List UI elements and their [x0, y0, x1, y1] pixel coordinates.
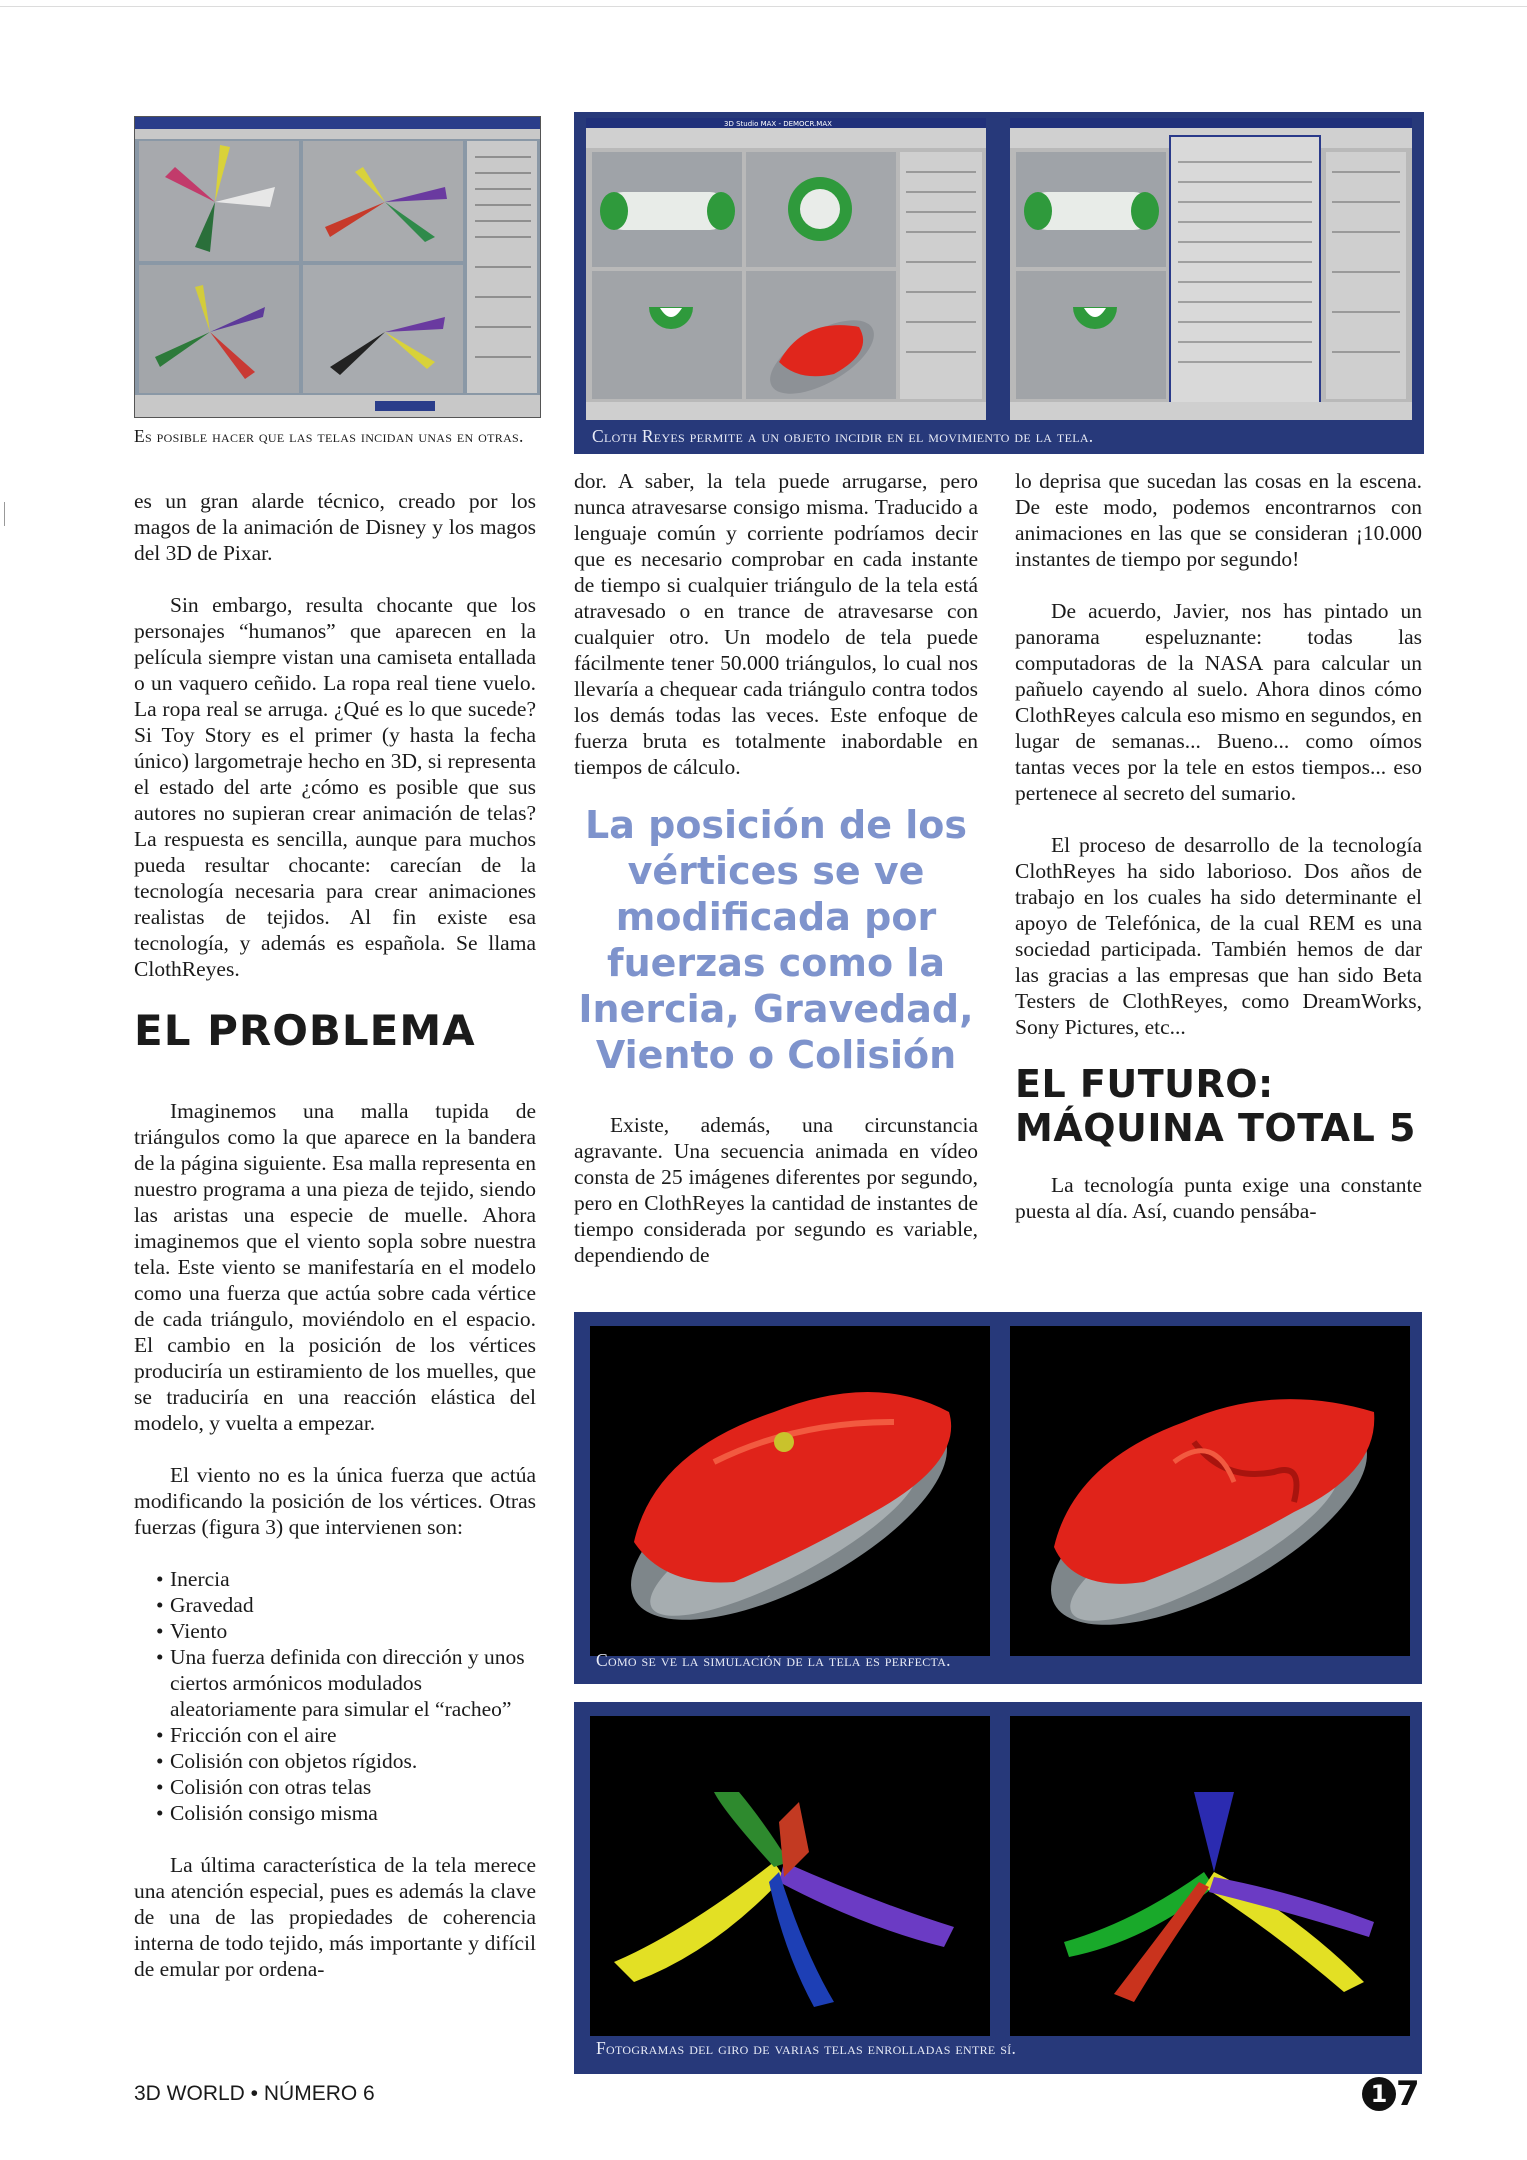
left-paragraph-4: El viento no es la única fuerza que actúa modificando la posición de los vértices. Otras fuerzas (figura 3) que intervienen son:: [134, 1463, 536, 1539]
figure-caption-2: Cloth Reyes permite a un objeto incidir en el movimiento de la tela.: [592, 426, 1094, 446]
middle-paragraph-1: dor. A saber, la tela puede arrugarse, pero nunca atravesarse consigo misma. Traducido a lenguaje común y corriente podríamos decir que es necesario comprobar en cada instante de tiempo si cualquier triángulo de la tela está atravesado o en trance de atravesarse con cualquier otro. Un modelo de tela puede fácilmente tener 50.000 triángulos, lo cual nos llevaría a chequear cada triángulo contra todos los demás todas las veces. Este enfoque de fuerza bruta es totalmente inabordable en tiempos de cálculo.: [574, 469, 978, 779]
cloth-viewports-image: [135, 117, 540, 417]
3dsmax-screens-image: [574, 112, 1424, 454]
figure-capsule-renders: [574, 1312, 1422, 1684]
list-item: • Colisión consigo misma: [134, 1800, 536, 1826]
list-item: • Colisión con objetos rígidos.: [134, 1748, 536, 1774]
left-paragraph-2: Sin embargo, resulta chocante que los personajes “humanos” que aparecen en la película siempre vistan una camiseta entallada o un vaquero ceñido. La ropa real tiene vuelo. La ropa real se arruga. ¿Qué es lo que sucede? Si Toy Story es el primer (y hasta la fecha único) largometraje hecho en 3D, si representa el estado del arte ¿cómo es posible que sus autores no supieran crear animación de telas? La respuesta es sencilla, aunque para muchos pueda resultar chocante: carecían de la tecnología necesaria para crear animaciones realistas de tejidos. Al fin existe esa tecnología, y además es española. Se llama ClothReyes.: [134, 593, 536, 981]
page-number: [1362, 2074, 1420, 2114]
list-item: • Colisión con otras telas: [134, 1774, 536, 1800]
figure-cloth-viewports: [134, 116, 541, 418]
right-paragraph-2: De acuerdo, Javier, nos has pintado un panorama espeluznante: todas las computadoras de la NASA para calcular un pañuelo cayendo al suelo. Ahora dinos cómo ClothReyes calcula eso mismo en segundos, en lugar de semanas... Bueno... como oímos tantas veces por la tele en estos tiempos... eso pertenece al secreto del sumario.: [1015, 599, 1422, 805]
left-paragraph-1: es un gran alarde técnico, creado por los magos de la animación de Disney y los magos del 3D de Pixar.: [134, 489, 536, 565]
figure-caption-3: Como se ve la simulación de la tela es perfecta.: [596, 1650, 951, 1670]
right-paragraph-1: lo deprisa que sucedan las cosas en la escena. De este modo, podemos encontrarnos con animaciones en las que se consideran ¡10.000 instantes de tiempo por segundo!: [1015, 469, 1422, 571]
capsule-renders-image: [574, 1312, 1422, 1684]
3dsmax-window-title: 3D Studio MAX - DEMOCR.MAX: [724, 120, 832, 128]
right-column: [1015, 468, 1422, 1224]
list-item: • Fricción con el aire: [134, 1722, 536, 1748]
left-paragraph-3: Imaginemos una malla tupida de triángulos como la que aparece en la bandera de la página siguiente. Esa malla representa en nuestro programa a una pieza de tejido, siendo las aristas una especie de muelle. Ahora imaginemos que el viento sopla sobre nuestra tela. Este viento se manifestaría en el modelo como una fuerza que actúa sobre cada vértice de cada triángulo, moviéndolo en el espacio. El cambio en la posición de los vértices produciría un estiramiento de los muelles, que se traduciría en una reacción elástica del modelo, y vuelta a empezar.: [134, 1099, 536, 1435]
pull-quote: La posición de los vértices se ve modificada por fuerzas como la Inercia, Gravedad, Viento o Colisión: [578, 803, 974, 1077]
forces-list: [134, 1566, 536, 1826]
right-paragraph-3: El proceso de desarrollo de la tecnología ClothReyes ha sido laborioso. Dos años de trabajo en los cuales ha sido determinante el apoyo de Telefónica, de la cual REM es una sociedad participada. También hemos de dar las gracias a las empresas que han sido Beta Testers de ClothReyes, como DreamWorks, Sony Pictures, etc...: [1015, 833, 1422, 1039]
footer-magazine: 3D WORLD • NÚMERO 6: [134, 2082, 375, 2105]
section-heading-problema: EL PROBLEMA: [134, 1006, 476, 1055]
list-item: • Gravedad: [134, 1592, 536, 1618]
margin-mark: [4, 502, 11, 526]
middle-column: [574, 468, 978, 1268]
middle-paragraph-2: Existe, además, una circunstancia agravante. Una secuencia animada en vídeo consta de 25 imágenes diferentes por segundo, pero en ClothReyes la cantidad de instantes de tiempo considerada por segundo es variable, dependiendo de: [574, 1113, 978, 1267]
figure-caption-4: Fotogramas del giro de varias telas enrolladas entre sí.: [596, 2038, 1017, 2058]
figure-3dsmax-screens: [574, 112, 1424, 454]
page-number-second-digit: 7: [1396, 2074, 1420, 2114]
left-paragraph-5: La última característica de la tela merece una atención especial, pues es además la clave de una de las propiedades de coherencia interna de todo tejido, más importante y difícil de emular por ordena-: [134, 1853, 536, 1981]
section-heading-futuro: [1015, 1062, 1422, 1150]
right-paragraph-4: La tecnología punta exige una constante puesta al día. Así, cuando pensába-: [1015, 1173, 1422, 1223]
figure-twisting-cloths: [574, 1702, 1422, 2074]
heading-futuro-line2: MÁQUINA TOTAL 5: [1015, 1106, 1416, 1150]
twisting-cloths-image: [574, 1702, 1422, 2074]
list-item: • Viento: [134, 1618, 536, 1644]
list-item: • Una fuerza definida con dirección y unos ciertos armónicos modulados aleatoriamente para simular el “racheo”: [134, 1644, 536, 1722]
list-item: • Inercia: [134, 1566, 536, 1592]
page-number-first-digit: 1: [1362, 2077, 1396, 2111]
figure-caption-1: Es posible hacer que las telas incidan unas en otras.: [134, 426, 524, 446]
top-rule: [0, 6, 1527, 7]
heading-futuro-line1: EL FUTURO:: [1015, 1062, 1274, 1106]
left-column: [134, 488, 536, 1982]
